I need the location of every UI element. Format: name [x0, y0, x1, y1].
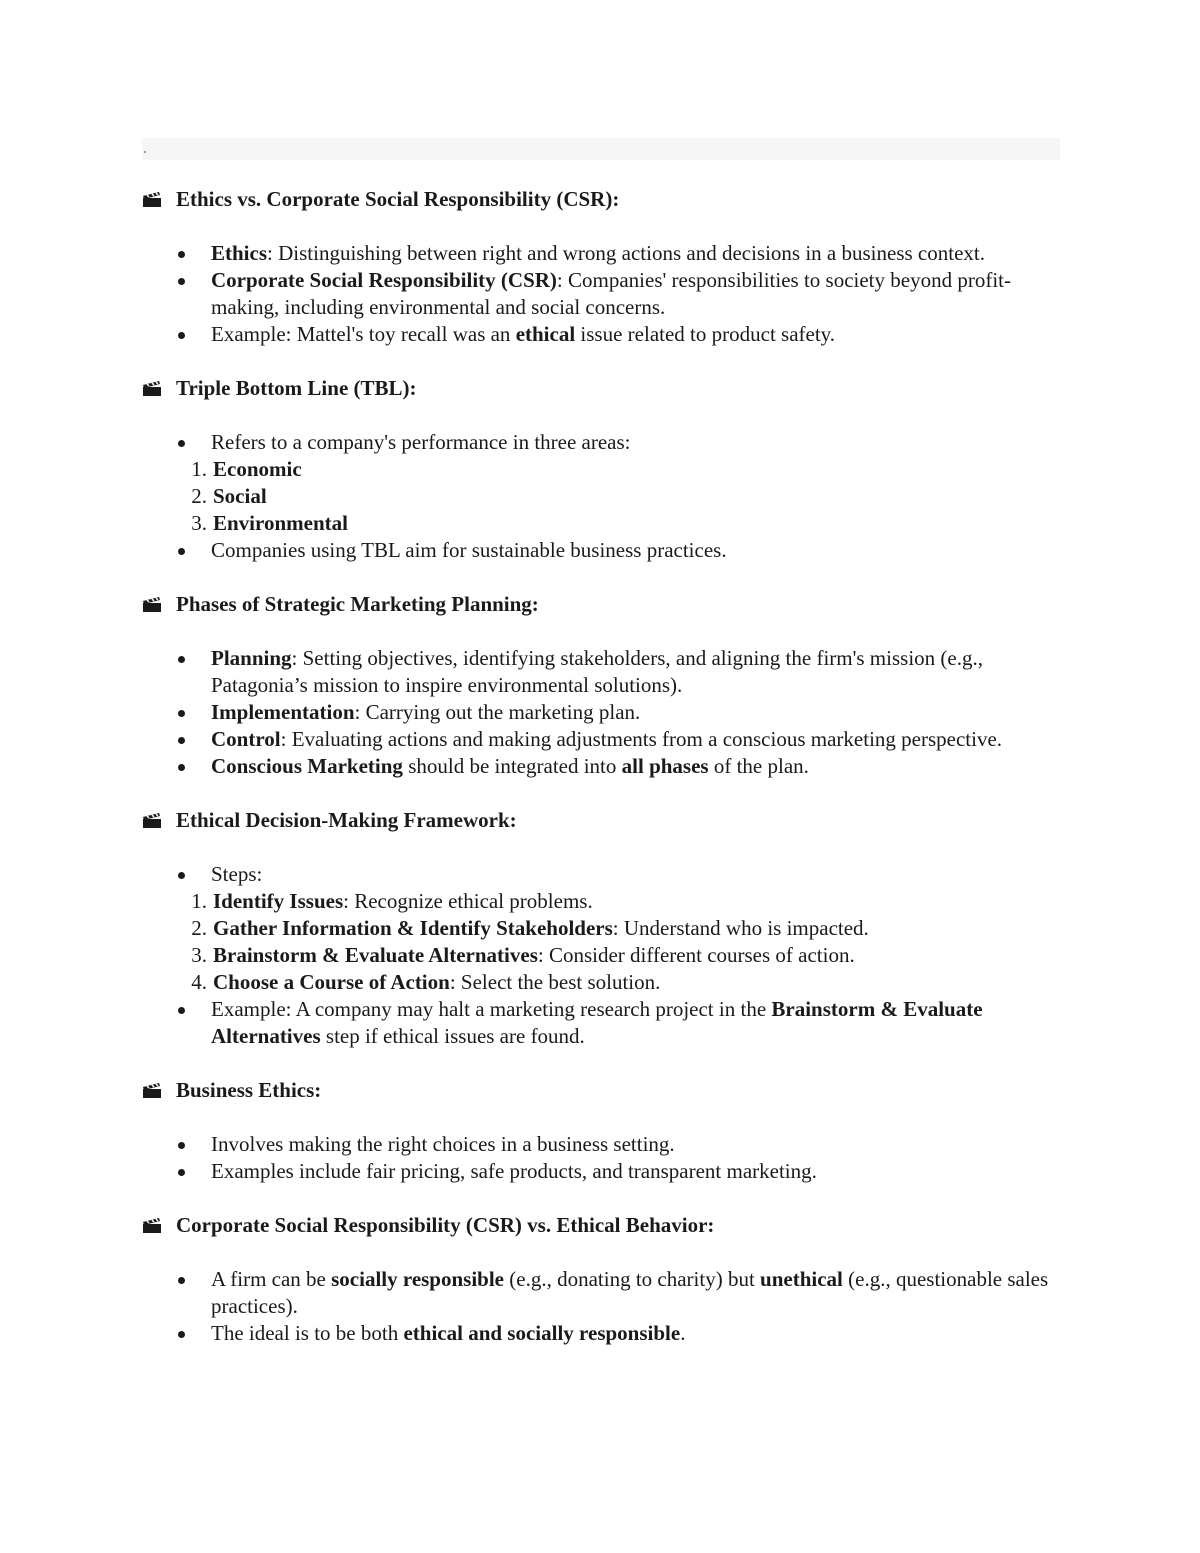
emphasis: ethical [515, 322, 576, 346]
header-band [142, 138, 1060, 160]
term: Choose a Course of Action [213, 970, 450, 994]
text-part: (e.g., donating to charity) but [504, 1267, 761, 1291]
definition: : Companies' responsibilities to society beyond profit-making, including environmental and social concerns. [211, 268, 1011, 319]
emphasis: unethical [760, 1267, 843, 1291]
definition: : Evaluating actions and making adjustments from a conscious marketing perspective. [280, 727, 1003, 751]
list-item [142, 537, 1062, 564]
bullet-list [142, 861, 1062, 1050]
definition: : Recognize ethical problems. [343, 889, 593, 913]
section-heading [142, 186, 1062, 213]
definition: : Distinguishing between right and wrong actions and decisions in a business context. [267, 241, 985, 265]
section-heading [142, 375, 1062, 402]
item-text: Companies using TBL aim for sustainable business practices. [211, 538, 727, 562]
bullet-icon [178, 332, 185, 339]
list-item [142, 1158, 1062, 1185]
section-csr-vs-ethical-behavior [142, 1212, 1062, 1347]
section-heading-text: Triple Bottom Line (TBL): [176, 376, 417, 400]
list-item [142, 645, 1062, 699]
item-number: 3. [191, 511, 207, 535]
text-part: Example: Mattel's toy recall was an [211, 322, 516, 346]
item-number: 1. [191, 457, 207, 481]
definition: : Select the best solution. [449, 970, 661, 994]
item-number: 1. [191, 889, 207, 913]
bullet-list [142, 429, 1062, 564]
list-item [142, 726, 1062, 753]
text-part: Example: A company may halt a marketing research project in the [211, 997, 772, 1021]
bullet-list [142, 1266, 1062, 1347]
clapperboard-icon [142, 812, 162, 829]
item-text: Examples include fair pricing, safe products, and transparent marketing. [211, 1159, 817, 1183]
list-item [142, 321, 1062, 348]
bullet-icon [178, 764, 185, 771]
numbered-item [142, 888, 1062, 915]
list-item [142, 699, 1062, 726]
bullet-icon [178, 710, 185, 717]
clapperboard-icon [142, 191, 162, 208]
text-part: (e.g., questionable sales practices). [211, 1267, 1049, 1318]
definition: : Understand who is impacted. [612, 916, 869, 940]
list-item [142, 1320, 1062, 1347]
bullet-icon [178, 278, 185, 285]
numbered-item [142, 915, 1062, 942]
item-number: 4. [191, 970, 207, 994]
term: Implementation [211, 700, 355, 724]
term: Conscious Marketing [211, 754, 403, 778]
clapperboard-icon [142, 380, 162, 397]
numbered-list [142, 456, 1062, 537]
section-heading-text: Phases of Strategic Marketing Planning: [176, 592, 539, 616]
numbered-item [142, 510, 1062, 537]
bullet-icon [178, 872, 185, 879]
header-mark [144, 151, 146, 153]
list-item [142, 267, 1062, 321]
clapperboard-icon [142, 596, 162, 613]
numbered-item [142, 942, 1062, 969]
term: Social [213, 484, 267, 508]
bullet-icon [178, 1331, 185, 1338]
bullet-icon [178, 251, 185, 258]
document-body [142, 186, 1062, 1374]
bullet-icon [178, 1169, 185, 1176]
emphasis: ethical and socially responsible [403, 1321, 681, 1345]
list-item [142, 1131, 1062, 1158]
list-item [142, 861, 1062, 996]
emphasis: all phases [621, 754, 709, 778]
item-text: Refers to a company's performance in three areas: [211, 430, 631, 454]
clapperboard-icon [142, 1217, 162, 1234]
item-number: 2. [191, 484, 207, 508]
term: Planning [211, 646, 292, 670]
bullet-icon [178, 656, 185, 663]
section-business-ethics [142, 1077, 1062, 1185]
bullet-icon [178, 737, 185, 744]
section-ethics-vs-csr [142, 186, 1062, 348]
definition: : Carrying out the marketing plan. [354, 700, 641, 724]
bullet-icon [178, 548, 185, 555]
section-heading [142, 591, 1062, 618]
list-item [142, 240, 1062, 267]
numbered-item [142, 456, 1062, 483]
term: Control [211, 727, 281, 751]
section-strategic-marketing-planning [142, 591, 1062, 780]
text-part: step if ethical issues are found. [320, 1024, 585, 1048]
definition: : Setting objectives, identifying stakeholders, and aligning the firm's mission (e.g., Patagonia’s mission to inspire environmental solutions). [211, 646, 983, 697]
section-heading-text: Corporate Social Responsibility (CSR) vs. Ethical Behavior: [176, 1213, 715, 1237]
list-item [142, 429, 1062, 537]
bullet-icon [178, 1142, 185, 1149]
item-text: Involves making the right choices in a business setting. [211, 1132, 675, 1156]
text-part: of the plan. [708, 754, 809, 778]
bullet-icon [178, 440, 185, 447]
definition: : Consider different courses of action. [537, 943, 855, 967]
section-heading-text: Business Ethics: [176, 1078, 322, 1102]
section-triple-bottom-line [142, 375, 1062, 564]
numbered-item [142, 483, 1062, 510]
clapperboard-icon [142, 1082, 162, 1099]
text-part: should be integrated into [402, 754, 622, 778]
list-item [142, 996, 1062, 1050]
term: Corporate Social Responsibility (CSR) [211, 268, 557, 292]
text-part: A firm can be [211, 1267, 332, 1291]
term: Brainstorm & Evaluate Alternatives [213, 943, 538, 967]
section-heading-text: Ethics vs. Corporate Social Responsibility (CSR): [176, 187, 620, 211]
section-heading [142, 1212, 1062, 1239]
term: Gather Information & Identify Stakeholders [213, 916, 613, 940]
numbered-list [142, 888, 1062, 996]
section-heading-text: Ethical Decision-Making Framework: [176, 808, 517, 832]
item-number: 2. [191, 916, 207, 940]
list-item [142, 1266, 1062, 1320]
term: Ethics [211, 241, 268, 265]
section-ethical-decision-making [142, 807, 1062, 1050]
term: Environmental [213, 511, 348, 535]
section-heading [142, 807, 1062, 834]
text-part: issue related to product safety. [575, 322, 836, 346]
term: Identify Issues [213, 889, 344, 913]
bullet-icon [178, 1277, 185, 1284]
text-part: . [680, 1321, 686, 1345]
text-part: The ideal is to be both [211, 1321, 404, 1345]
list-item [142, 753, 1062, 780]
bullet-list [142, 1131, 1062, 1185]
bullet-icon [178, 1007, 185, 1014]
item-number: 3. [191, 943, 207, 967]
bullet-list [142, 645, 1062, 780]
emphasis: socially responsible [331, 1267, 505, 1291]
emphasis: Brainstorm & Evaluate Alternatives [211, 997, 983, 1048]
numbered-item [142, 969, 1062, 996]
section-heading [142, 1077, 1062, 1104]
term: Economic [213, 457, 302, 481]
bullet-list [142, 240, 1062, 348]
item-text: Steps: [211, 862, 263, 886]
